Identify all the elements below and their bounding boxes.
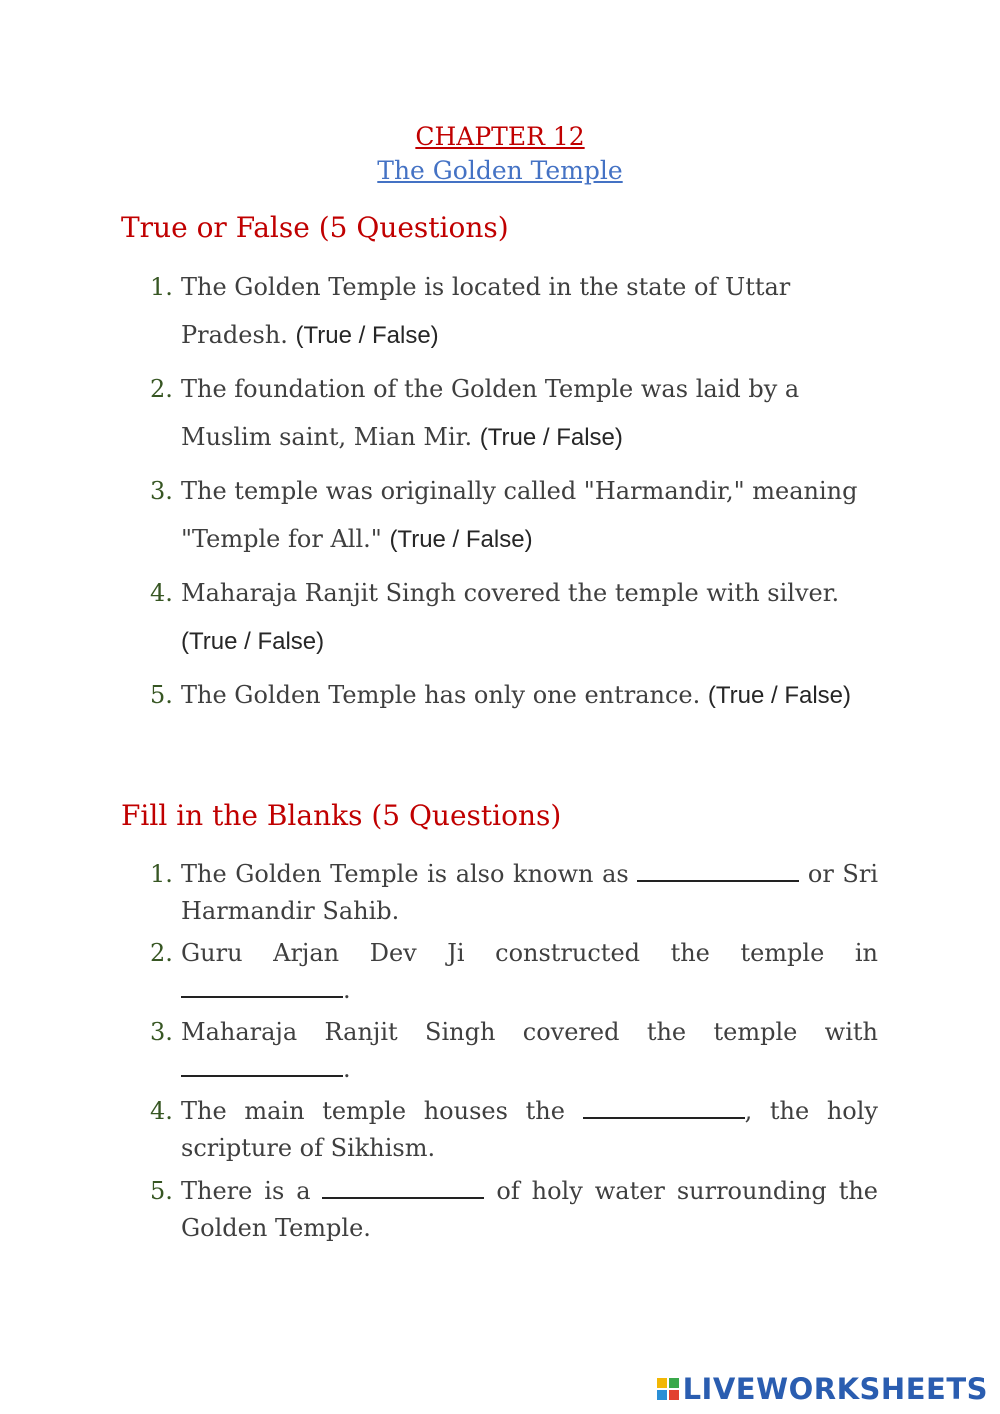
answer-blank[interactable]: [181, 972, 343, 998]
tf-question-1: [150, 263, 878, 360]
true-false-option[interactable]: (True / False): [181, 628, 325, 655]
true-false-option[interactable]: (True / False): [295, 322, 439, 349]
tf-question-2: [150, 365, 878, 462]
liveworksheets-logo: [657, 1372, 988, 1406]
question-number: 5.: [150, 1177, 173, 1205]
question-number: 2.: [150, 375, 173, 403]
question-number: 3.: [150, 477, 173, 505]
tf-question-5: [150, 671, 878, 720]
question-text: or Sri Harmandir Sahib.: [181, 860, 878, 925]
fb-question-2: [150, 935, 878, 1009]
question-text: There is a: [181, 1177, 323, 1205]
fb-question-1: [150, 856, 878, 930]
answer-blank[interactable]: [583, 1093, 745, 1119]
question-text: Maharaja Ranjit Singh covered the temple with silver.: [181, 579, 840, 607]
question-number: 5.: [150, 681, 173, 709]
true-false-option[interactable]: (True / False): [479, 424, 623, 451]
chapter-label: CHAPTER 12: [415, 122, 585, 151]
liveworksheets-logo-icon: [657, 1378, 679, 1400]
question-text: Maharaja Ranjit Singh covered the temple with: [181, 1018, 878, 1046]
answer-blank[interactable]: [181, 1051, 343, 1077]
fb-question-3: [150, 1014, 878, 1088]
question-number: 4.: [150, 1097, 173, 1125]
logo-text: LIVEWORKSHEETS: [682, 1372, 988, 1406]
answer-blank[interactable]: [322, 1173, 484, 1199]
question-text: The main temple houses the: [181, 1097, 583, 1125]
question-text: The foundation of the Golden Temple was laid by a Muslim saint, Mian Mir.: [181, 375, 800, 451]
tf-question-4: [150, 569, 878, 666]
question-text: , the holy scripture of Sikhism.: [181, 1097, 878, 1162]
question-number: 4.: [150, 579, 173, 607]
answer-blank[interactable]: [637, 856, 799, 882]
true-false-option[interactable]: (True / False): [707, 682, 852, 709]
true-false-option[interactable]: (True / False): [389, 526, 533, 553]
question-number: 3.: [150, 1018, 173, 1046]
question-text: Guru Arjan Dev Ji constructed the temple in: [181, 939, 878, 967]
question-text: of holy water surrounding the Golden Temple.: [181, 1177, 879, 1242]
page-title: The Golden Temple: [377, 156, 623, 185]
question-text: .: [343, 1055, 351, 1083]
question-number: 1.: [150, 273, 173, 301]
fb-question-5: [150, 1173, 878, 1247]
fb-question-4: [150, 1093, 878, 1167]
question-text: The Golden Temple has only one entrance.: [181, 681, 708, 709]
fill-blanks-heading: Fill in the Blanks (5 Questions): [121, 799, 562, 832]
tf-question-3: [150, 467, 878, 564]
true-false-heading: True or False (5 Questions): [121, 211, 509, 244]
question-number: 1.: [150, 860, 173, 888]
question-text: .: [343, 976, 351, 1004]
question-text: The Golden Temple is located in the state of Uttar Pradesh.: [181, 273, 791, 349]
question-text: The temple was originally called "Harmandir," meaning "Temple for All.": [181, 477, 858, 553]
question-number: 2.: [150, 939, 173, 967]
question-text: The Golden Temple is also known as: [181, 860, 638, 888]
